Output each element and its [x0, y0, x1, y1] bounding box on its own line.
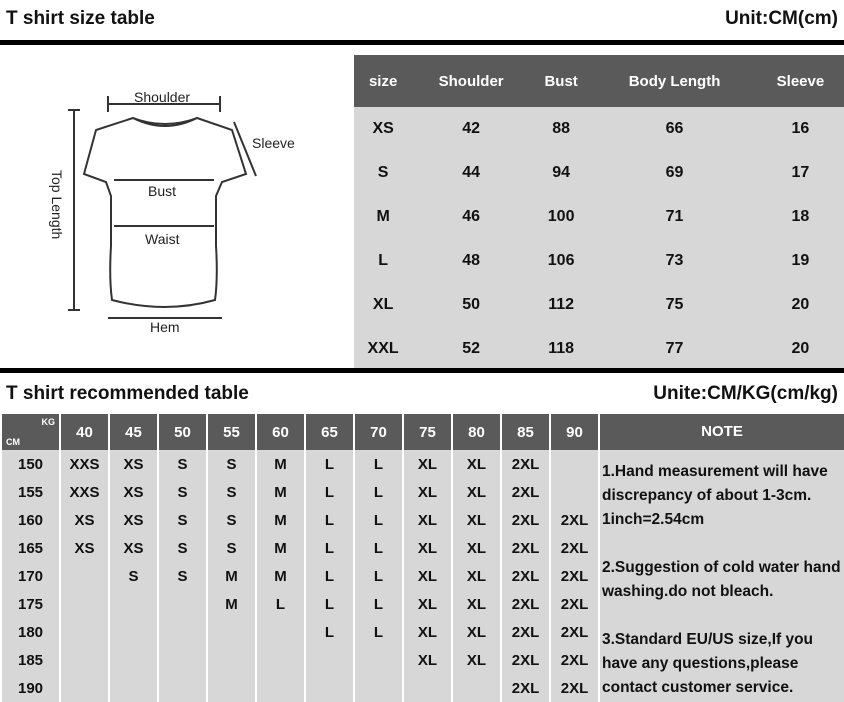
recommended-size-cell: L [306, 562, 353, 590]
recommended-size-cell [61, 562, 108, 590]
recommended-size-cell: XL [453, 450, 500, 478]
size-table-cell: 20 [791, 340, 810, 357]
height-cm-cell: 170 [2, 562, 59, 590]
recommend-row [2, 534, 598, 562]
kg-header-cell: 65 [306, 414, 353, 450]
recommended-size-cell [61, 590, 108, 618]
size-table-cell: 118 [548, 340, 575, 357]
recommended-size-cell: S [159, 534, 206, 562]
recommended-size-cell: 2XL [502, 534, 549, 562]
recommended-size-cell [159, 618, 206, 646]
recommended-size-cell [110, 618, 157, 646]
recommended-size-cell [257, 646, 304, 674]
size-table-title: T shirt size table [6, 8, 155, 29]
note-2: 2.Suggestion of cold water hand washing.do not bleach. [602, 559, 841, 600]
recommend-row [2, 646, 598, 674]
size-table-row [354, 283, 844, 327]
middle-divider [0, 368, 844, 373]
recommended-size-cell: 2XL [551, 506, 598, 534]
size-table-cell: S [377, 164, 389, 181]
size-table-row [354, 327, 844, 371]
note-panel [600, 414, 844, 702]
kg-header-cell: 50 [159, 414, 206, 450]
recommended-size-cell: 2XL [502, 478, 549, 506]
recommended-size-cell [208, 618, 255, 646]
recommended-size-cell: XS [110, 506, 157, 534]
size-table-unit: Unit:CM(cm) [725, 8, 838, 29]
recommended-size-cell: 2XL [551, 534, 598, 562]
recommend-row [2, 478, 598, 506]
recommended-size-cell: M [257, 534, 304, 562]
label-sleeve: Sleeve [252, 135, 295, 151]
recommended-size-cell [61, 646, 108, 674]
recommended-size-cell: XL [453, 534, 500, 562]
size-table-cell: 44 [462, 164, 481, 181]
recommended-size-cell: S [159, 506, 206, 534]
kg-header-cell: 90 [551, 414, 598, 450]
size-table-cell: 71 [665, 208, 684, 225]
recommended-size-cell: XS [110, 450, 157, 478]
recommended-size-cell: XL [453, 646, 500, 674]
recommended-size-cell: L [355, 590, 402, 618]
recommended-size-cell [159, 646, 206, 674]
recommended-size-cell: XL [404, 618, 451, 646]
size-table-cell: 69 [665, 164, 684, 181]
kg-header-cell: 55 [208, 414, 255, 450]
size-table-cell: 94 [552, 164, 571, 181]
size-table [354, 55, 844, 371]
recommended-size-cell: XL [404, 590, 451, 618]
recommended-size-cell: 2XL [551, 618, 598, 646]
recommend-row [2, 506, 598, 534]
recommended-size-cell: XL [453, 618, 500, 646]
recommended-size-cell: S [159, 478, 206, 506]
size-table-row [354, 239, 844, 283]
height-cm-cell: 185 [2, 646, 59, 674]
recommended-size-cell: XL [404, 450, 451, 478]
recommend-row [2, 562, 598, 590]
recommended-size-cell [61, 618, 108, 646]
recommended-size-cell: S [208, 534, 255, 562]
recommended-size-cell: XXS [61, 478, 108, 506]
size-table-cell: 16 [791, 120, 810, 137]
recommended-size-cell [355, 674, 402, 702]
size-table-cell: 88 [552, 120, 571, 137]
height-cm-cell: 150 [2, 450, 59, 478]
recommended-size-cell: M [257, 506, 304, 534]
corner-cm-label: CM [6, 437, 20, 447]
recommended-size-cell: XL [404, 478, 451, 506]
note-3: 3.Standard EU/US size,If you have any questions,please contact customer service. [602, 631, 814, 696]
kg-header-cell: 40 [61, 414, 108, 450]
size-table-row [354, 195, 844, 239]
size-table-cell: 52 [462, 340, 481, 357]
top-divider [0, 40, 844, 45]
recommend-table-title: T shirt recommended table [6, 383, 249, 404]
size-table-cell: 112 [548, 296, 575, 313]
recommended-size-cell: S [159, 450, 206, 478]
recommended-size-cell [110, 646, 157, 674]
size-table-header-cell: Body Length [592, 55, 757, 107]
size-table-cell: 66 [665, 120, 684, 137]
size-table-cell: 46 [462, 208, 481, 225]
recommend-row [2, 590, 598, 618]
size-table-body [354, 107, 844, 371]
recommended-size-cell: S [208, 506, 255, 534]
recommended-size-cell: XS [110, 534, 157, 562]
recommended-size-cell: L [355, 478, 402, 506]
recommend-table [0, 414, 600, 702]
recommend-table-body [2, 450, 598, 702]
size-table-row [354, 151, 844, 195]
size-table-cell: XXL [367, 340, 399, 357]
size-table-cell: 50 [462, 296, 481, 313]
recommended-size-cell: M [208, 590, 255, 618]
recommended-size-cell [110, 674, 157, 702]
size-table-row [354, 107, 844, 151]
size-table-cell: 73 [665, 252, 684, 269]
recommended-size-cell: S [159, 562, 206, 590]
recommended-size-cell: M [257, 450, 304, 478]
recommended-size-cell: L [306, 534, 353, 562]
height-cm-cell: 155 [2, 478, 59, 506]
recommended-size-cell: XS [110, 478, 157, 506]
recommended-size-cell: L [306, 478, 353, 506]
recommended-size-cell: 2XL [502, 562, 549, 590]
recommended-size-cell: XS [61, 506, 108, 534]
kg-header-cell: 75 [404, 414, 451, 450]
size-table-header-cell: Bust [530, 55, 592, 107]
height-cm-cell: 190 [2, 674, 59, 702]
recommended-size-cell [404, 674, 451, 702]
recommended-size-cell: XL [404, 534, 451, 562]
recommended-size-cell: L [355, 562, 402, 590]
size-table-cell: 17 [791, 164, 810, 181]
recommended-size-cell: 2XL [502, 674, 549, 702]
size-table-header-row [354, 55, 844, 107]
kg-header-cell: 70 [355, 414, 402, 450]
size-table-header-cell: size [354, 55, 412, 107]
recommended-size-cell: 2XL [551, 562, 598, 590]
recommend-row [2, 450, 598, 478]
recommended-size-cell: L [355, 618, 402, 646]
note-header: NOTE [600, 414, 844, 450]
recommend-row [2, 674, 598, 702]
recommended-size-cell: XL [404, 562, 451, 590]
kg-header-cell: 45 [110, 414, 157, 450]
recommended-size-cell [257, 618, 304, 646]
recommended-size-cell [551, 478, 598, 506]
label-waist: Waist [145, 231, 180, 247]
recommended-size-cell: XL [404, 506, 451, 534]
size-table-cell: 19 [791, 252, 810, 269]
recommended-size-cell [355, 646, 402, 674]
recommended-size-cell [306, 674, 353, 702]
recommended-size-cell [61, 674, 108, 702]
recommended-size-cell [306, 646, 353, 674]
size-table-cell: XL [372, 296, 394, 313]
size-table-cell: 106 [547, 252, 575, 269]
height-cm-cell: 160 [2, 506, 59, 534]
label-shoulder: Shoulder [134, 89, 191, 105]
recommended-size-cell [257, 674, 304, 702]
recommended-size-cell: XL [453, 506, 500, 534]
recommend-table-unit: Unite:CM/KG(cm/kg) [653, 383, 838, 404]
recommended-size-cell: L [306, 590, 353, 618]
label-top-length: Top Length [49, 170, 65, 240]
recommended-size-cell: 2XL [551, 674, 598, 702]
height-cm-cell: 165 [2, 534, 59, 562]
recommended-size-cell: L [306, 618, 353, 646]
recommended-size-cell: XL [453, 478, 500, 506]
recommended-size-cell: 2XL [502, 506, 549, 534]
size-table-cell: 20 [791, 296, 810, 313]
size-table-cell: XS [372, 120, 394, 137]
recommended-size-cell [159, 590, 206, 618]
recommended-size-cell: S [208, 478, 255, 506]
recommended-size-cell: L [257, 590, 304, 618]
recommended-size-cell: S [110, 562, 157, 590]
size-table-cell: 48 [462, 252, 481, 269]
recommend-row [2, 618, 598, 646]
recommended-size-cell: 2XL [502, 618, 549, 646]
corner-cell [2, 414, 59, 450]
kg-header-cell: 80 [453, 414, 500, 450]
recommended-size-cell: 2XL [551, 590, 598, 618]
recommended-size-cell: M [257, 562, 304, 590]
size-table-header-cell: Shoulder [412, 55, 530, 107]
recommended-size-cell [159, 674, 206, 702]
recommended-size-cell [208, 646, 255, 674]
recommended-size-cell: L [355, 506, 402, 534]
kg-header-cell: 60 [257, 414, 304, 450]
recommended-size-cell: XL [453, 590, 500, 618]
size-table-cell: 100 [547, 208, 575, 225]
recommended-size-cell: 2XL [502, 590, 549, 618]
tshirt-diagram [0, 48, 352, 366]
note-1: 1.Hand measurement will have discrepancy of about 1-3cm. 1inch=2.54cm [602, 463, 828, 528]
tshirt-outline-icon [0, 48, 352, 366]
size-table-cell: L [378, 252, 388, 269]
recommended-size-cell: XS [61, 534, 108, 562]
kg-header-cell: 85 [502, 414, 549, 450]
size-table-header-cell: Sleeve [757, 55, 844, 107]
recommended-size-cell: 2XL [502, 450, 549, 478]
height-cm-cell: 175 [2, 590, 59, 618]
label-bust: Bust [148, 183, 177, 199]
recommend-header-row [2, 414, 598, 450]
size-table-cell: 75 [665, 296, 684, 313]
size-table-cell: 18 [791, 208, 810, 225]
height-cm-cell: 180 [2, 618, 59, 646]
recommended-size-cell [110, 590, 157, 618]
label-hem: Hem [150, 319, 180, 335]
recommended-size-cell [208, 674, 255, 702]
recommended-size-cell: L [355, 534, 402, 562]
recommended-size-cell: L [355, 450, 402, 478]
size-table-cell: 77 [665, 340, 684, 357]
recommended-size-cell: L [306, 450, 353, 478]
recommended-size-cell: L [306, 506, 353, 534]
recommended-size-cell [551, 450, 598, 478]
recommended-size-cell: S [208, 450, 255, 478]
recommended-size-cell [453, 674, 500, 702]
corner-kg-label: KG [41, 417, 55, 427]
recommended-size-cell: M [208, 562, 255, 590]
size-table-cell: 42 [462, 120, 481, 137]
recommended-size-cell: 2XL [551, 646, 598, 674]
recommended-size-cell: M [257, 478, 304, 506]
recommended-size-cell: XXS [61, 450, 108, 478]
size-table-cell: M [376, 208, 390, 225]
recommended-size-cell: XL [453, 562, 500, 590]
recommended-size-cell: 2XL [502, 646, 549, 674]
recommended-size-cell: XL [404, 646, 451, 674]
